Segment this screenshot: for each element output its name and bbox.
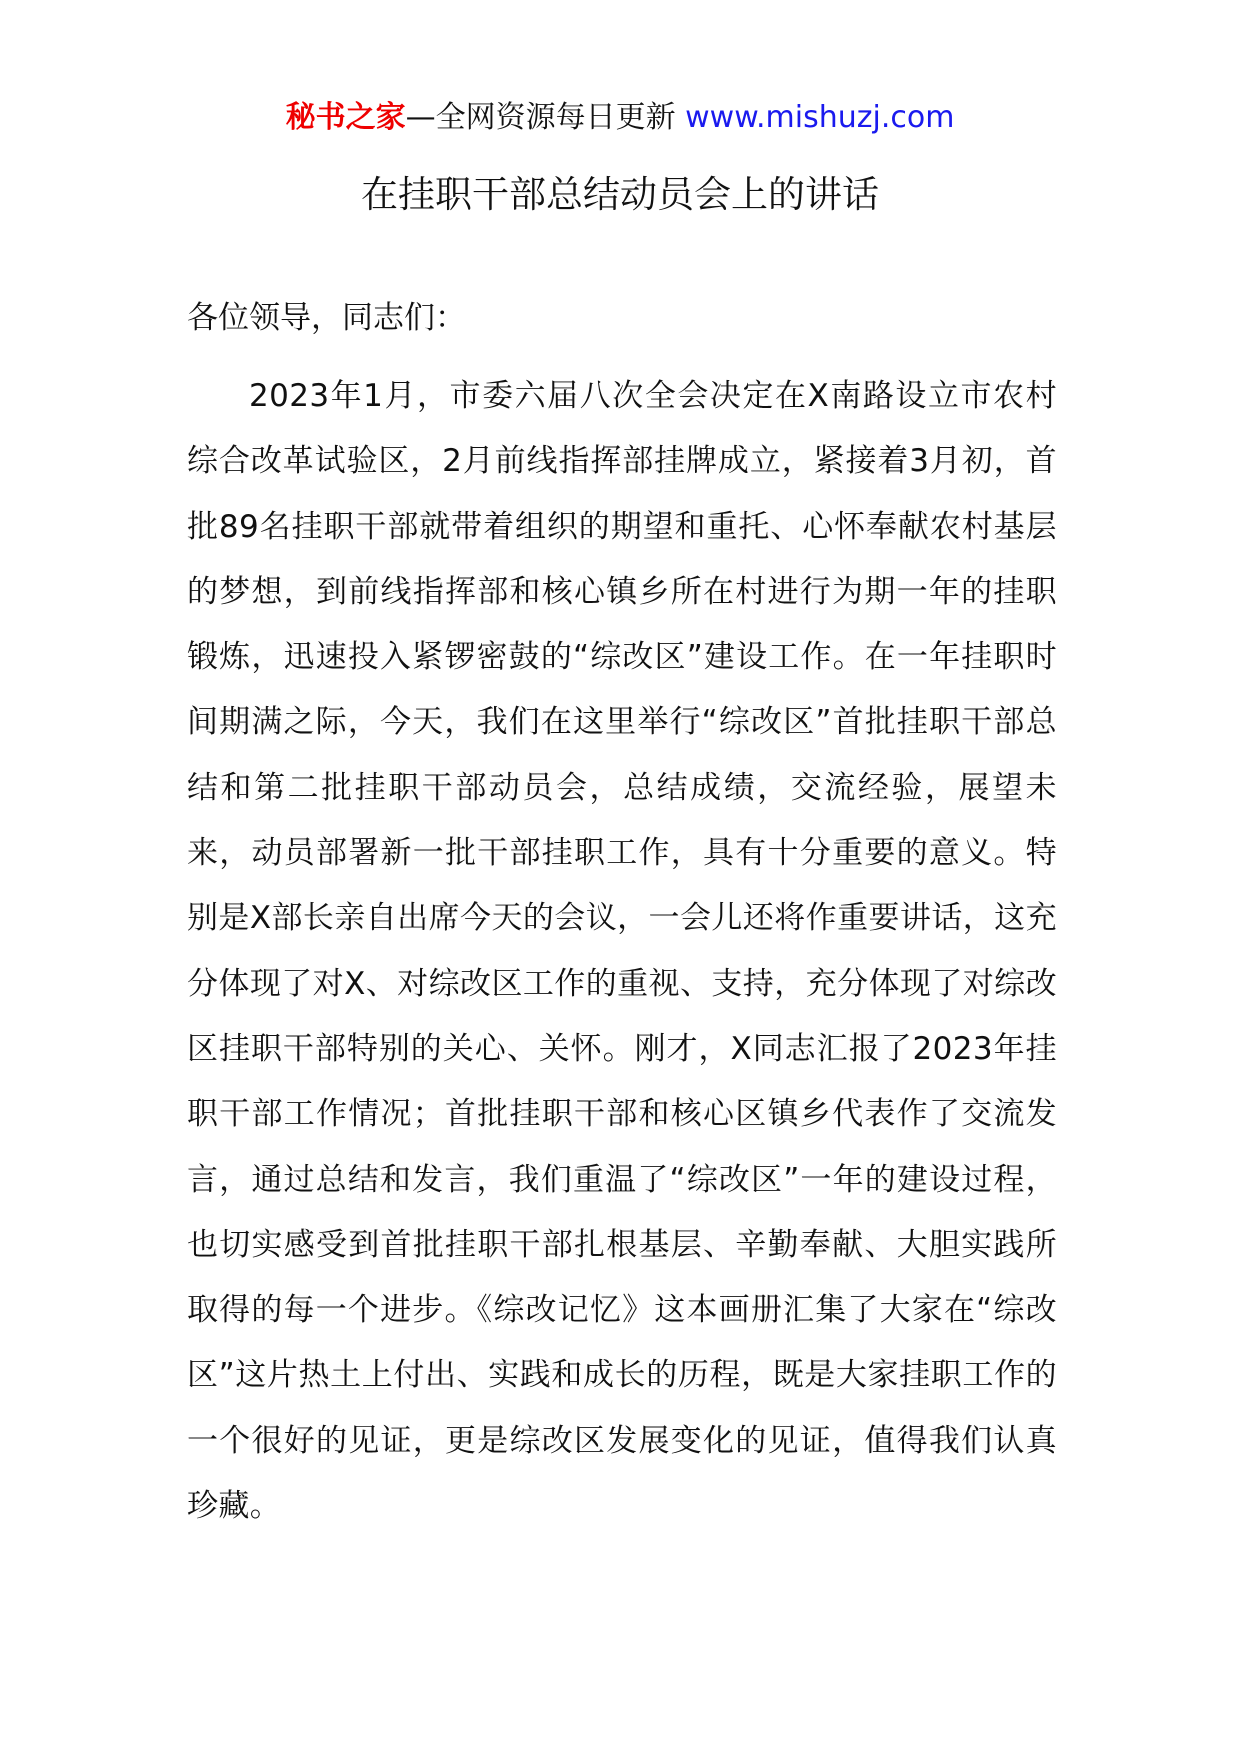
body-paragraph: 2023年1月，市委六届八次全会决定在X南路设立市农村综合改革试验区，2月前线指挥部挂牌成立，紧接着3月初，首批89名挂职干部就带着组织的期望和重托、心怀奉献农村基层的梦想，到前线指挥部和核心镇乡所在村进行为期一年的挂职锻炼，迅速投入紧锣密鼓的“综改区”建设工作。在一年挂职时间期满之际，今天，我们在这里举行“综改区”首批挂职干部总结和第二批挂职干部动员会，总结成绩，交流经验，展望未来，动员部署新一批干部挂职工作，具有十分重要的意义。特别是X部长亲自出席今天的会议，一会儿还将作重要讲话，这充分体现了对X、对综改区工作的重视、支持，充分体现了对综改区挂职干部特别的关心、关怀。刚才，X同志汇报了2023年挂职干部工作情况；首批挂职干部和核心区镇乡代表作了交流发言，通过总结和发言，我们重温了“综改区”一年的建设过程，也切实感受到首批挂职干部扎根基层、辛勤奉献、大胆实践所取得的每一个进步。《综改记忆》这本画册汇集了大家在“综改区”这片热土上付出、实践和成长的历程，既是大家挂职工作的一个很好的见证，更是综改区发展变化的见证，值得我们认真珍藏。 (187, 378, 1057, 1525)
site-brand: 秘书之家 (285, 100, 406, 135)
site-header (0, 98, 1240, 138)
site-tagline: —全网资源每日更新 (405, 100, 686, 135)
site-url-link[interactable]: www.mishuzj.com (685, 100, 955, 135)
document-title: 在挂职干部总结动员会上的讲话 (361, 173, 879, 216)
salutation: 各位领导，同志们： (187, 300, 466, 336)
